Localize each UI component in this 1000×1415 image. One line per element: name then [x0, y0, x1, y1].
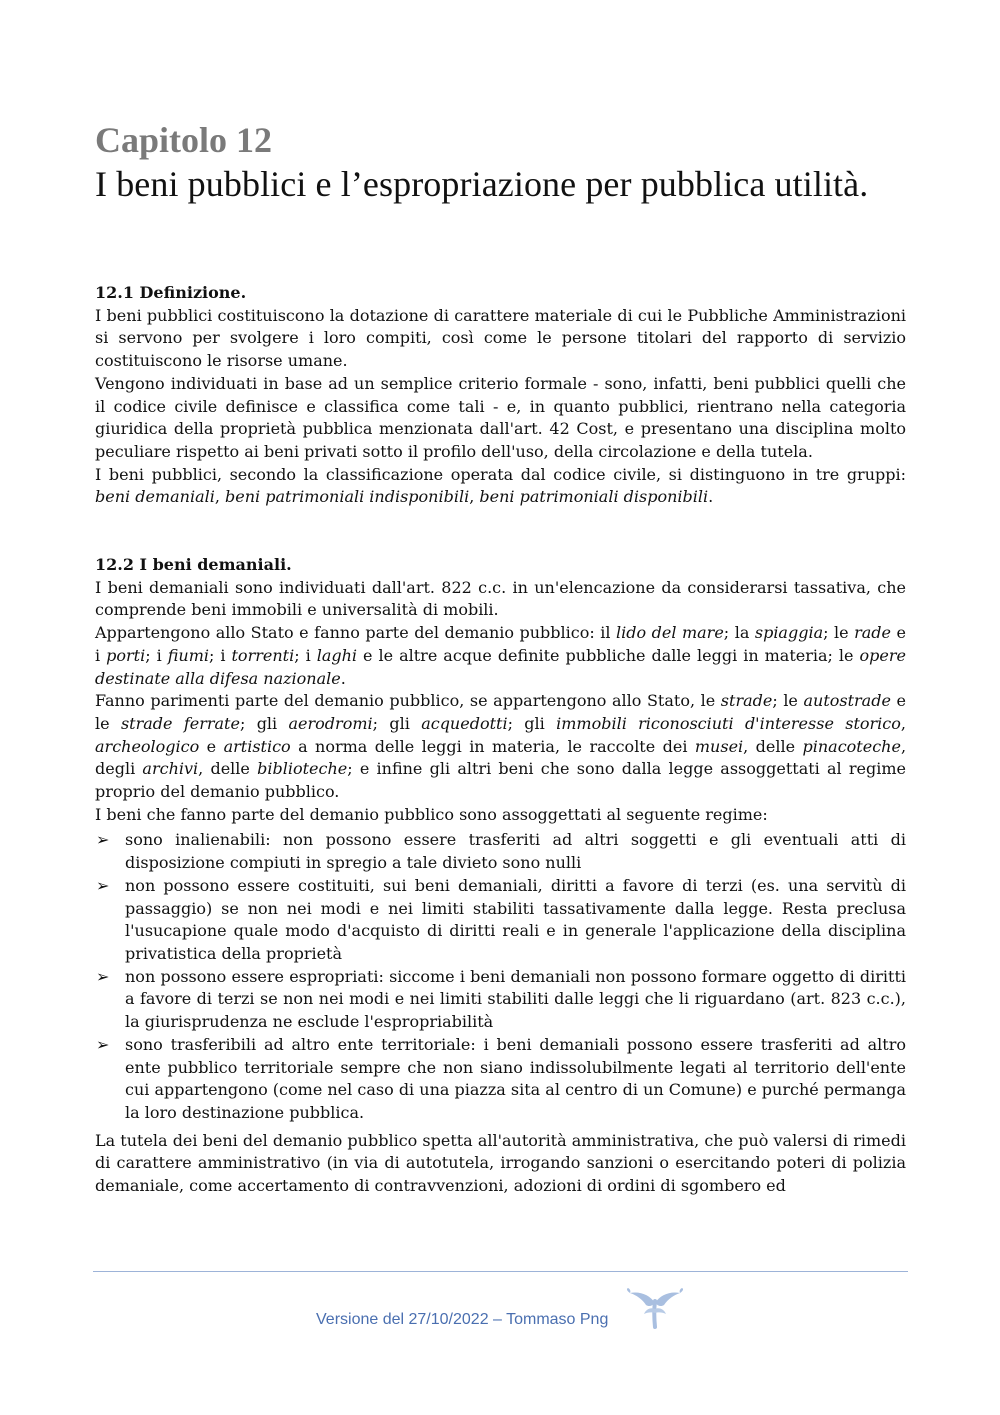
emphasis: acquedotti: [421, 713, 508, 733]
list-item: [95, 829, 906, 874]
text-run: .: [708, 487, 714, 507]
arrow-bullet-icon: ➢: [96, 966, 110, 986]
emphasis: immobili riconosciuti d'interesse storico: [556, 713, 901, 733]
emphasis: biblioteche: [257, 759, 348, 779]
list-item-text: non possono essere costituiti, sui beni demaniali, diritti a favore di terzi (es. una servitù di passaggio) se non nei modi e nei limiti stabiliti tassativamente dalla legge. Resta preclusa l'usucapione quale modo d'acquisto di diritti reali e in generale l'applicazione della disciplina privatistica della proprietà: [125, 875, 906, 963]
footer-version-text: Versione del 27/10/2022 – Tommaso Png: [316, 1311, 609, 1328]
paragraph: [95, 690, 906, 804]
paragraph: Vengono individuati in base ad un semplice criterio formale - sono, infatti, beni pubblici quelli che il codice civile definisce e classifica come tali - e, in quanto pubblici, rientrano nella categoria giuridica della proprietà pubblica menzionata dall'art. 42 Cost, e presentano una disciplina molto peculiare rispetto ai beni privati sotto il profilo dell'uso, della circolazione e della tutela.: [95, 373, 906, 461]
text-run: , degli: [95, 736, 907, 779]
text-run: , delle: [743, 736, 803, 756]
chapter-title: I beni pubblici e l’espropriazione per pubblica utilità.: [95, 164, 869, 204]
text-run: ; e infine gli altri beni che sono dalla legge assoggettati al regime proprio del demanio pubblico.: [95, 759, 906, 802]
paragraph: I beni che fanno parte del demanio pubblico sono assoggettati al seguente regime:: [95, 804, 768, 824]
text-run: a norma delle leggi in materia, le raccolte dei: [290, 736, 695, 756]
list-item-text: sono inalienabili: non possono essere trasferiti ad altri soggetti e gli eventuali atti di disposizione compiuti in spregio a tale divieto sono nulli: [125, 830, 906, 873]
text-run: e le altre acque definite pubbliche dalle leggi in materia; le: [357, 645, 860, 665]
emphasis: lido del mare: [616, 623, 724, 643]
emphasis: strade: [720, 691, 773, 711]
regime-list: [95, 829, 906, 1124]
emphasis: archivi: [142, 759, 199, 779]
paragraph: I beni demaniali sono individuati dall'art. 822 c.c. in un'elencazione da considerarsi tassativa, che comprende beni immobili e universalità di mobili.: [95, 577, 906, 620]
text-run: ; i: [208, 645, 232, 665]
section-beni-demaniali: [95, 554, 906, 1198]
emphasis: beni patrimoniali indisponibili: [225, 487, 470, 507]
arrow-bullet-icon: ➢: [96, 830, 110, 850]
text-run: ; gli: [507, 713, 557, 733]
paragraph: La tutela dei beni del demanio pubblico spetta all'autorità amministrativa, che può valersi di rimedi di carattere amministrativo (in via di autotutela, irrogando sanzioni o esercitando poteri di polizia demaniale, come accertamento di contravvenzioni, adozioni di ordini di sgombero ed: [95, 1130, 906, 1196]
text-run: ,: [469, 487, 480, 507]
text-run: ; gli: [239, 713, 289, 733]
arrow-bullet-icon: ➢: [96, 1034, 110, 1054]
emphasis: autostrade: [803, 691, 891, 711]
list-item-text: non possono essere espropriati: siccome i beni demaniali non possono formare oggetto di diritti a favore di terzi se non nei modi e nei limiti stabiliti dalle leggi che li riguardano (art. 823 c.c.), la giurisprudenza ne esclude l'espropriabilità: [125, 966, 906, 1032]
text-run: ,: [900, 713, 906, 733]
text-run: e i: [95, 623, 906, 665]
section-definizione: [95, 282, 906, 509]
emphasis: pinacoteche: [802, 736, 901, 756]
text-run: ; i: [145, 645, 168, 665]
text-run: ,: [214, 487, 226, 507]
emphasis: spiaggia: [754, 623, 824, 643]
emphasis: beni demaniali: [95, 487, 215, 507]
arrow-bullet-icon: ➢: [96, 875, 110, 895]
list-item-text: sono trasferibili ad altro ente territoriale: i beni demaniali possono essere trasferiti ad altro ente pubblico territoriale sempre che non siano indissolubilmente legati al territorio dell'ente cui appartengono (come nel caso di una piazza sita al centro di un Comune) e purché permanga la loro destinazione pubblica.: [125, 1034, 906, 1122]
emphasis: porti: [106, 645, 146, 665]
footer-divider: [93, 1271, 908, 1272]
text-run: e: [199, 736, 224, 756]
text-run: ; gli: [372, 713, 422, 733]
emphasis: fiumi: [167, 645, 209, 665]
text-run: ; i: [294, 645, 317, 665]
paragraph: [95, 464, 906, 509]
text-run: ; la: [723, 623, 755, 643]
text-run: Fanno parimenti parte del demanio pubblico, se appartengono allo Stato, le: [95, 691, 721, 711]
emphasis: musei: [694, 736, 744, 756]
text-run: ; le: [823, 623, 855, 643]
paragraph: I beni pubblici costituiscono la dotazione di carattere materiale di cui le Pubbliche Amministrazioni si servono per svolgere i loro compiti, così come le persone titolari del rapporto di servizio costituiscono le risorse umane.: [95, 305, 906, 371]
emphasis: rade: [854, 623, 892, 643]
text-run: I beni pubblici, secondo la classificazione operata dal codice civile, si distinguono in tre gruppi:: [95, 464, 906, 484]
emphasis: torrenti: [231, 645, 295, 665]
logo-icon: [624, 1287, 686, 1329]
emphasis: beni patrimoniali disponibili: [479, 487, 709, 507]
emphasis: laghi: [316, 645, 358, 665]
text-run: Appartengono allo Stato e fanno parte del demanio pubblico: il: [95, 623, 617, 643]
emphasis: archeologico: [95, 736, 200, 756]
list-item: [95, 875, 906, 966]
chapter-label: Capitolo 12: [95, 120, 273, 160]
paragraph: [95, 622, 906, 690]
list-item: [95, 1034, 906, 1125]
section-heading: 12.1 Definizione.: [95, 283, 247, 302]
emphasis: strade ferrate: [120, 713, 240, 733]
text-run: e le: [95, 691, 906, 733]
text-run: , delle: [198, 759, 258, 779]
section-heading: 12.2 I beni demaniali.: [95, 555, 292, 575]
list-item: [95, 966, 906, 1034]
emphasis: aerodromi: [288, 713, 373, 733]
emphasis: opere destinate alla difesa nazionale: [95, 645, 906, 688]
page-content: [95, 118, 906, 1198]
text-run: .: [340, 668, 346, 688]
emphasis: artistico: [223, 736, 291, 756]
text-run: ; le: [772, 691, 804, 711]
